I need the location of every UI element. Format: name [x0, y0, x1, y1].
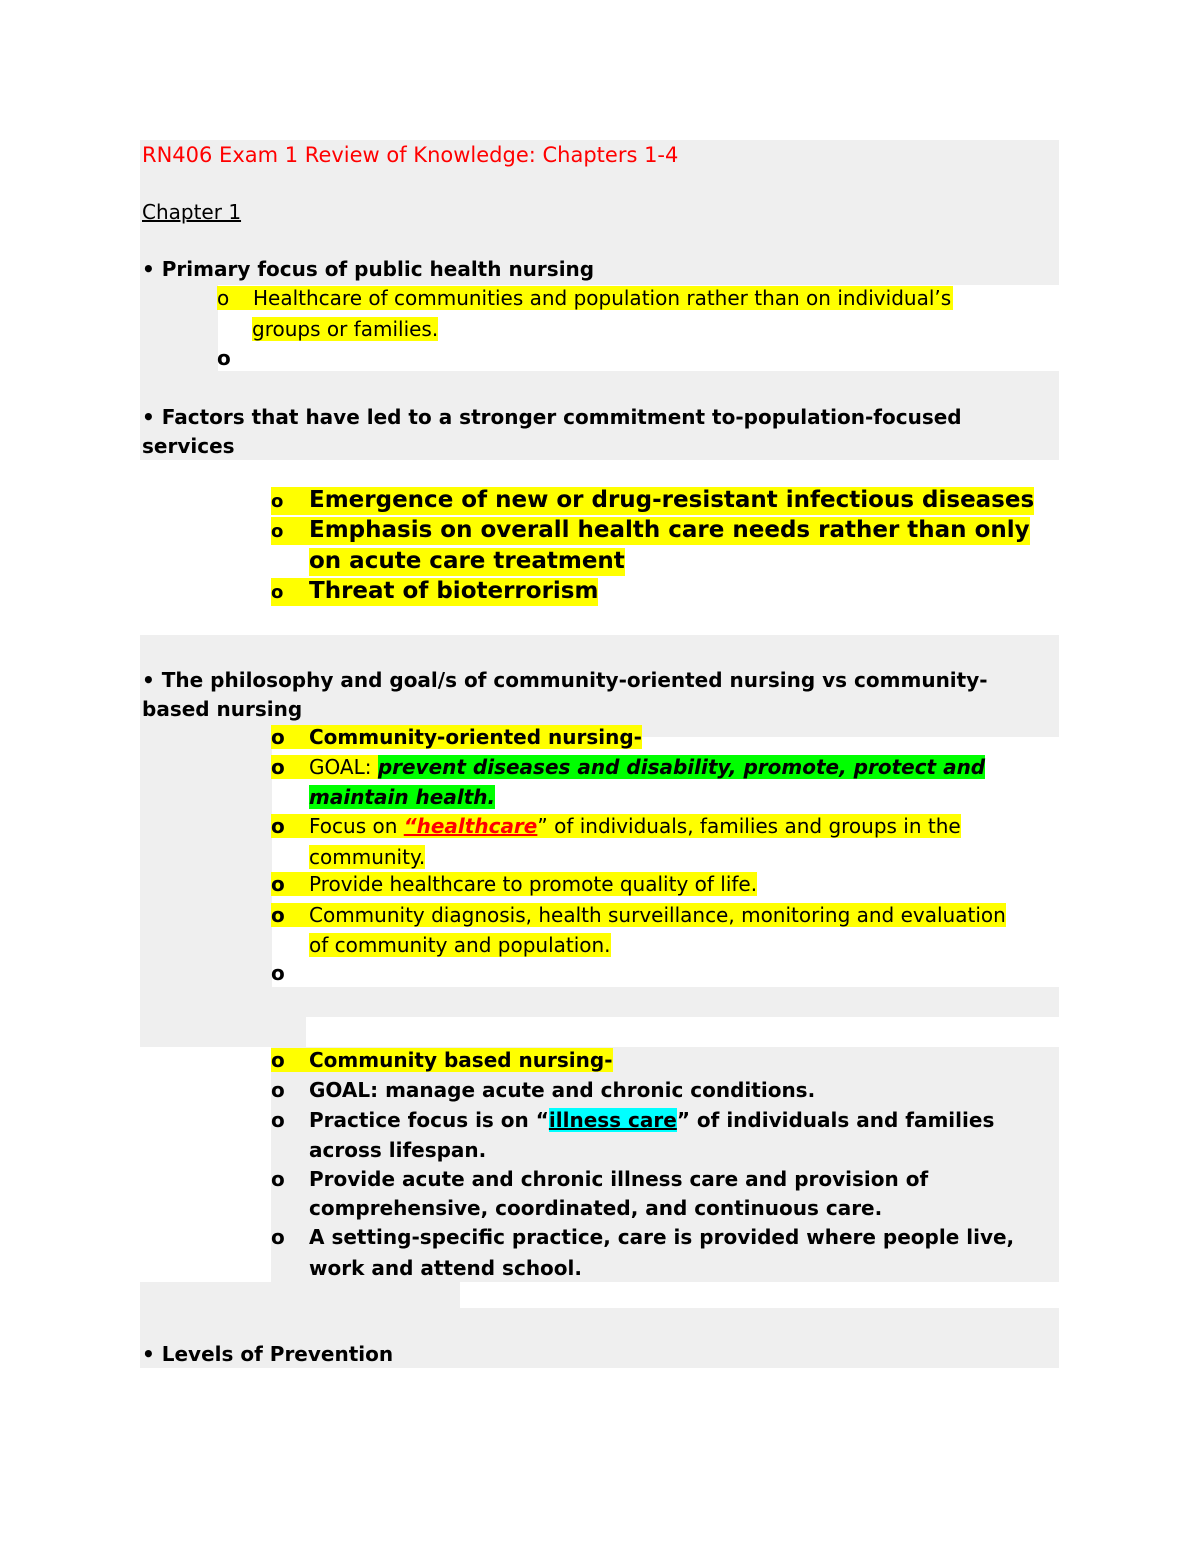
based-item-3-text: Provide acute and chronic illness care and provision of: [309, 1167, 929, 1191]
oriented-item-3: [271, 872, 757, 896]
bullet-hollow-icon: o: [271, 814, 285, 838]
oriented-focus-prefix: Focus on: [309, 814, 404, 838]
factors-heading-line2: services: [142, 434, 235, 458]
factor-text-1: Emergence of new or drug-resistant infectious diseases: [309, 487, 1035, 513]
based-focus-term: illness care: [548, 1108, 677, 1132]
factor-item-1: [271, 487, 1034, 515]
bullet-hollow-icon: o: [271, 1167, 285, 1191]
factor-item-2-cont: on acute care treatment: [309, 548, 625, 574]
bullet-hollow-icon: o: [271, 903, 285, 927]
oriented-goal-cont: maintain health.: [309, 785, 496, 809]
gray-band-left-2: [140, 737, 272, 987]
based-label-text: Community based nursing-: [309, 1048, 613, 1072]
bullet-hollow-icon: o: [271, 961, 285, 985]
gray-band-left-4: [140, 1282, 460, 1308]
factors-heading-line1: • Factors that have led to a stronger commitment to-population-focused: [142, 405, 962, 429]
bullet-hollow-icon: o: [271, 1225, 285, 1249]
oriented-item-4-cont: of community and population.: [309, 933, 611, 957]
based-goal: [271, 1078, 815, 1102]
factor-item-2: [271, 517, 1030, 545]
based-focus-prefix: Practice focus is on “: [309, 1108, 549, 1132]
based-item-4-text: A setting-specific practice, care is provided where people live,: [309, 1225, 1015, 1249]
primary-focus-text-1: Healthcare of communities and population rather than on individual’s: [253, 286, 952, 310]
oriented-focus: [271, 814, 961, 838]
oriented-focus-suffix: ” of individuals, families and groups in the: [537, 814, 961, 838]
factor-text-2: Emphasis on overall health care needs rather than only: [309, 517, 1030, 543]
oriented-focus-term: “healthcare: [403, 814, 538, 838]
bullet-hollow-icon: o: [271, 1048, 285, 1072]
gray-band-left-1: [140, 285, 218, 371]
oriented-label: [271, 725, 642, 749]
gray-band-left-3: [140, 1017, 306, 1047]
based-focus: [271, 1108, 994, 1132]
bullet-hollow-icon: o: [271, 491, 284, 512]
chapter-heading: Chapter 1: [142, 200, 242, 224]
oriented-goal-prefix: GOAL:: [309, 755, 378, 779]
oriented-item-3-text: Provide healthcare to promote quality of life.: [309, 872, 758, 896]
bullet-hollow-icon: o: [271, 872, 285, 896]
oriented-goal: [271, 755, 985, 779]
based-item-4-cont: work and attend school.: [309, 1256, 582, 1280]
philosophy-heading-line1: • The philosophy and goal/s of community-oriented nursing vs community-: [142, 668, 988, 692]
primary-focus-heading: • Primary focus of public health nursing: [142, 257, 595, 281]
factor-item-3: [271, 578, 598, 606]
document-title: RN406 Exam 1 Review of Knowledge: Chapters 1-4: [142, 143, 679, 167]
bullet-hollow-icon: o: [271, 1078, 285, 1102]
based-item-4: [271, 1225, 1014, 1249]
bullet-hollow-icon: o: [217, 346, 231, 370]
levels-heading: • Levels of Prevention: [142, 1342, 394, 1366]
based-item-3-cont: comprehensive, coordinated, and continuous care.: [309, 1196, 883, 1220]
oriented-item-4-text: Community diagnosis, health surveillance, monitoring and evaluation: [309, 903, 1006, 927]
philosophy-heading-line2: based nursing: [142, 697, 303, 721]
based-focus-suffix: ” of individuals and families: [676, 1108, 995, 1132]
bullet-hollow-icon: o: [271, 725, 285, 749]
based-goal-text: GOAL: manage acute and chronic conditions.: [309, 1078, 816, 1102]
oriented-item-4: [271, 903, 1006, 927]
based-label: [271, 1048, 613, 1072]
factor-text-3: Threat of bioterrorism: [309, 578, 599, 604]
gray-band-mid-1: [140, 987, 1059, 1017]
bullet-hollow-icon: o: [271, 521, 284, 542]
oriented-focus-cont: community.: [309, 845, 426, 869]
bullet-hollow-icon: o: [271, 1108, 285, 1132]
bullet-hollow-icon: o: [217, 286, 230, 310]
oriented-label-text: Community-oriented nursing-: [309, 725, 642, 749]
bullet-hollow-icon: o: [271, 755, 285, 779]
primary-focus-item-1-cont: groups or families.: [252, 317, 439, 341]
oriented-goal-text: prevent diseases and disability, promote, protect and: [377, 755, 986, 779]
based-item-3: [271, 1167, 928, 1191]
based-focus-cont: across lifespan.: [309, 1138, 487, 1162]
bullet-hollow-icon: o: [271, 582, 284, 603]
primary-focus-item-1: [217, 286, 953, 310]
